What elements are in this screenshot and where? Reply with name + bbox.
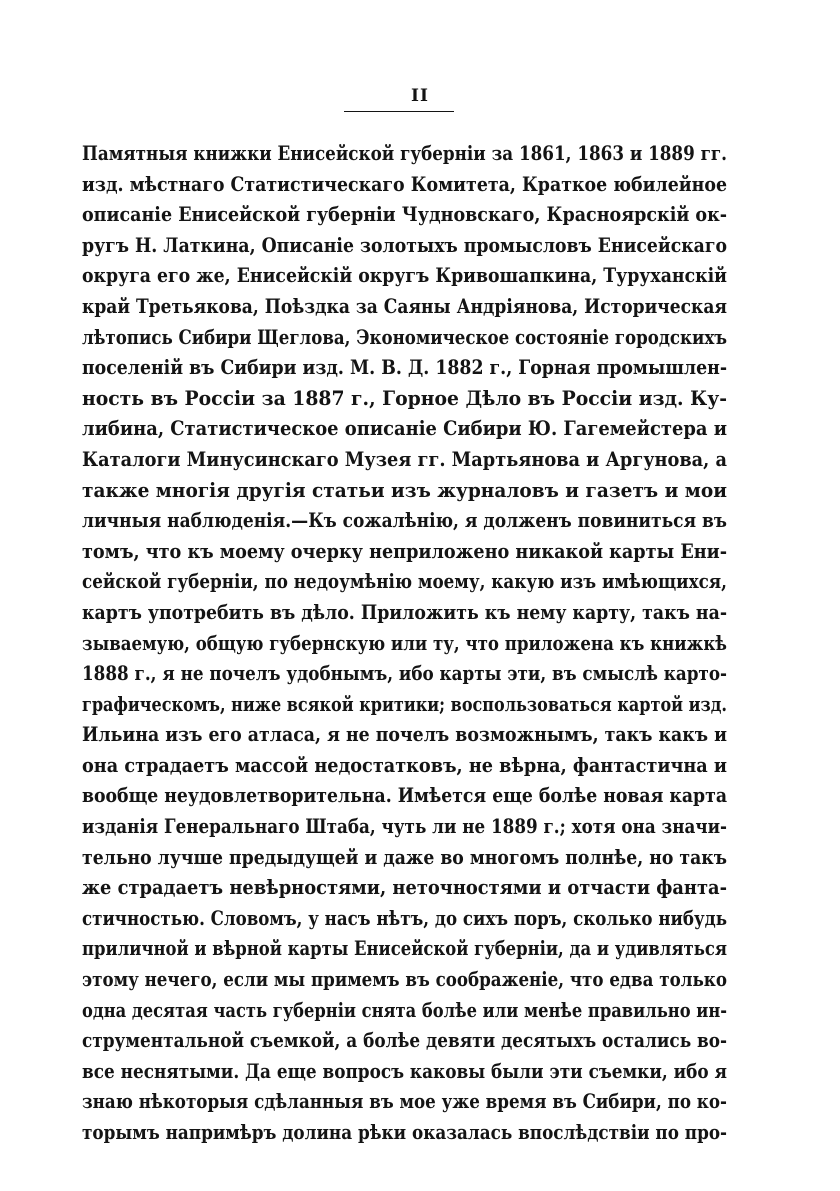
text-line: сейской губерніи, по недоумѣнію моему, какую изъ имѣющихся, xyxy=(82,569,728,594)
body-text xyxy=(82,138,727,1148)
text-line: тельно лучше предыдущей и даже во многомъ полнѣе, но такъ xyxy=(82,844,727,869)
text-line: ругъ Н. Латкина, Описаніе золотыхъ промысловъ Енисейскаго xyxy=(82,232,727,257)
text-line: знаю нѣкоторыя сдѣланныя въ мое уже время въ Сибири, по ко- xyxy=(82,1089,727,1114)
text-line: описаніе Енисейской губерніи Чудновскаго, Красноярскій ок- xyxy=(82,202,728,227)
text-line: приличной и вѣрной карты Енисейской губерніи, да и удивляться xyxy=(82,936,727,961)
text-line: поселеній въ Сибири изд. М. В. Д. 1882 г., Горная промышлен- xyxy=(82,355,728,380)
page-header xyxy=(0,86,840,105)
text-line: зываемую, общую губернскую или ту, что приложена къ книжкѣ xyxy=(82,630,727,655)
text-line: этому нечего, если мы примемъ въ соображеніе, что едва только xyxy=(82,967,727,992)
page-number: II xyxy=(411,86,429,106)
text-line: также многія другія статьи изъ журналовъ и газетъ и мои xyxy=(82,477,727,502)
header-rule xyxy=(344,111,454,112)
text-line: она страдаетъ массой недостатковъ, не вѣрна, фантастична и xyxy=(82,752,728,777)
text-line: торымъ напримѣръ долина рѣки оказалась впослѣдствіи по про- xyxy=(82,1120,728,1144)
text-line: вообще неудовлетворительна. Имѣется еще болѣе новая карта xyxy=(82,783,728,808)
text-line: ность въ Россіи за 1887 г., Горное Дѣло въ Россіи изд. Ку- xyxy=(82,385,727,410)
text-line: Каталоги Минусинскаго Музея гг. Мартьянова и Аргунова, а xyxy=(82,446,728,471)
text-line: Ильина изъ его атласа, я не почелъ возможнымъ, такъ какъ и xyxy=(82,722,727,747)
text-line: либина, Статистическое описаніе Сибири Ю. Гагемейстера и xyxy=(82,416,728,441)
text-line: графическомъ, ниже всякой критики; воспользоваться картой изд. xyxy=(82,691,728,716)
text-line: стичностью. Словомъ, у насъ нѣтъ, до сихъ поръ, сколько нибудь xyxy=(82,905,728,930)
text-line: одна десятая часть губерніи снята болѣе или менѣе правильно ин- xyxy=(82,997,728,1022)
text-line: все неснятыми. Да еще вопросъ каковы были эти съемки, ибо я xyxy=(82,1058,727,1083)
text-line: изданія Генеральнаго Штаба, чуть ли не 1889 г.; хотя она значи- xyxy=(82,814,727,839)
text-line: 1888 г., я не почелъ удобнымъ, ибо карты эти, въ смыслѣ карто- xyxy=(82,661,727,686)
text-line: округа его же, Енисейскій округъ Кривошапкина, Туруханскій xyxy=(82,263,728,288)
text-line: же страдаетъ невѣрностями, неточностями и отчасти фанта- xyxy=(82,875,728,900)
text-line: лѣтопись Сибири Щеглова, Экономическое состояніе городскихъ xyxy=(82,324,728,349)
text-line: картъ употребить въ дѣло. Приложить къ нему карту, такъ на- xyxy=(82,599,728,624)
text-line: Памятныя книжки Енисейской губерніи за 1861, 1863 и 1889 гг. xyxy=(82,141,728,165)
text-line: личныя наблюденія.—Къ сожалѣнію, я долженъ повиниться въ xyxy=(82,508,727,533)
text-line: изд. мѣстнаго Статистическаго Комитета, Краткое юбилейное xyxy=(82,171,728,196)
text-line: струментальной съемкой, а болѣе девяти десятыхъ остались во- xyxy=(82,1028,728,1053)
text-line: томъ, что къ моему очерку неприложено никакой карты Ени- xyxy=(82,538,728,563)
text-line: край Третьякова, Поѣздка за Саяны Андріянова, Историческая xyxy=(82,293,728,318)
